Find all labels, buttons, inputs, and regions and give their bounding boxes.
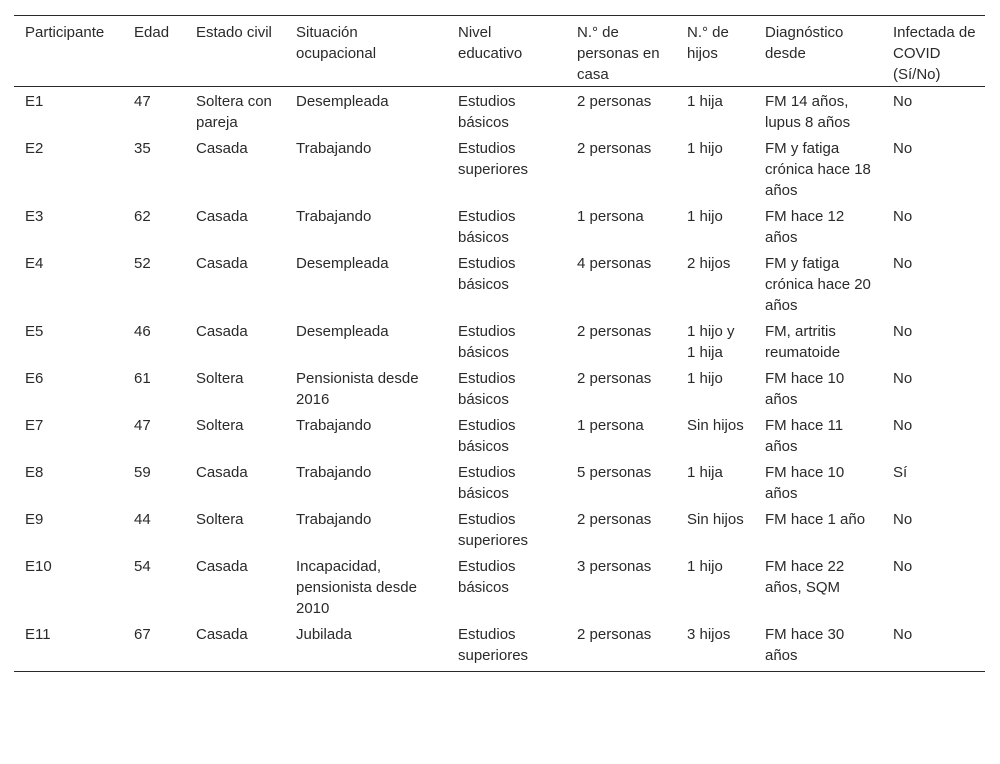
cell-personas-en-casa: 1 persona [577, 417, 644, 434]
cell-participante: E10 [25, 558, 52, 575]
cell-diagnostico: FM hace 10 años [765, 464, 845, 502]
table-body [14, 87, 985, 672]
cell-participante: E2 [25, 140, 44, 157]
cell-diagnostico: FM, artritis reumatoide [765, 323, 841, 361]
cell-participante: E3 [25, 208, 44, 225]
header-participante: Participante [14, 16, 123, 87]
cell-nivel-educativo: Estudios básicos [458, 417, 516, 455]
cell-estado-civil: Casada [196, 208, 248, 225]
cell-diagnostico: FM 14 años, lupus 8 años [765, 93, 851, 131]
cell-hijos: 2 hijos [687, 255, 731, 272]
table-row [14, 202, 985, 249]
table-row [14, 364, 985, 411]
cell-nivel-educativo: Estudios básicos [458, 558, 516, 596]
cell-hijos: 1 hijo y 1 hija [687, 323, 735, 361]
header-diagnostico: Diagnóstico desde [754, 16, 882, 87]
cell-covid: No [893, 140, 913, 157]
cell-covid: No [893, 208, 913, 225]
table-row [14, 411, 985, 458]
cell-estado-civil: Soltera [196, 370, 244, 387]
cell-nivel-educativo: Estudios superiores [458, 140, 529, 178]
cell-estado-civil: Casada [196, 140, 248, 157]
cell-edad: 62 [134, 208, 151, 225]
table-header [14, 16, 985, 87]
cell-personas-en-casa: 3 personas [577, 558, 652, 575]
cell-hijos: Sin hijos [687, 417, 744, 434]
header-covid: Infectada de COVID (Sí/No) [882, 16, 985, 87]
table-row [14, 317, 985, 364]
cell-edad: 44 [134, 511, 151, 528]
cell-nivel-educativo: Estudios básicos [458, 323, 516, 361]
cell-edad: 61 [134, 370, 151, 387]
table-row [14, 505, 985, 552]
cell-situacion-ocupacional: Desempleada [296, 255, 389, 272]
cell-nivel-educativo: Estudios básicos [458, 255, 516, 293]
header-edad: Edad [123, 16, 185, 87]
cell-edad: 54 [134, 558, 151, 575]
cell-diagnostico: FM hace 22 años, SQM [765, 558, 845, 596]
header-estado-civil: Estado civil [185, 16, 285, 87]
cell-estado-civil: Casada [196, 255, 248, 272]
cell-edad: 67 [123, 620, 185, 672]
cell-nivel-educativo: Estudios superiores [458, 511, 529, 549]
cell-situacion-ocupacional: Trabajando [296, 511, 372, 528]
cell-covid: No [882, 620, 985, 672]
cell-covid: No [893, 558, 913, 575]
table-row [14, 552, 985, 620]
cell-situacion-ocupacional: Desempleada [296, 323, 389, 340]
cell-estado-civil: Soltera con pareja [196, 93, 272, 131]
cell-participante: E5 [25, 323, 44, 340]
header-situacion-ocupacional: Situación ocupacional [285, 16, 447, 87]
cell-diagnostico: FM hace 12 años [765, 208, 845, 246]
cell-situacion-ocupacional: Pensionista desde 2016 [296, 370, 419, 408]
cell-hijos: 1 hijo [687, 208, 723, 225]
cell-personas-en-casa: 2 personas [577, 140, 652, 157]
cell-personas-en-casa: 2 personas [566, 620, 676, 672]
cell-covid: No [893, 511, 913, 528]
cell-participante: E8 [25, 464, 44, 481]
cell-hijos: 1 hija [687, 464, 723, 481]
cell-participante: E4 [25, 255, 44, 272]
cell-diagnostico: FM hace 10 años [765, 370, 845, 408]
cell-covid: No [893, 93, 913, 110]
cell-participante: E7 [25, 417, 44, 434]
cell-diagnostico: FM hace 1 año [765, 511, 866, 528]
cell-estado-civil: Soltera [196, 417, 244, 434]
header-nivel-educativo: Nivel educativo [447, 16, 566, 87]
table-row [14, 134, 985, 202]
cell-participante: E1 [25, 93, 44, 110]
cell-hijos: 1 hijo [687, 140, 723, 157]
cell-personas-en-casa: 2 personas [577, 370, 652, 387]
cell-edad: 47 [134, 417, 151, 434]
cell-hijos: 1 hija [687, 93, 723, 110]
header-personas-en-casa: N.° de personas en casa [566, 16, 676, 87]
cell-diagnostico: FM hace 30 años [754, 620, 882, 672]
cell-covid: Sí [893, 464, 908, 481]
cell-participante: E11 [14, 620, 123, 672]
participants-table-container [14, 15, 985, 672]
cell-participante: E9 [25, 511, 44, 528]
cell-hijos: 1 hijo [687, 558, 723, 575]
cell-situacion-ocupacional: Incapacidad, pensionista desde 2010 [296, 558, 417, 617]
table-row [14, 620, 985, 672]
cell-personas-en-casa: 2 personas [577, 511, 652, 528]
table-row [14, 458, 985, 505]
table-row [14, 249, 985, 317]
cell-estado-civil: Casada [196, 464, 248, 481]
cell-estado-civil: Casada [196, 323, 248, 340]
cell-diagnostico: FM y fatiga crónica hace 18 años [765, 140, 871, 199]
cell-hijos: 3 hijos [676, 620, 754, 672]
cell-situacion-ocupacional: Jubilada [285, 620, 447, 672]
cell-situacion-ocupacional: Trabajando [296, 417, 372, 434]
cell-personas-en-casa: 5 personas [577, 464, 652, 481]
cell-hijos: Sin hijos [687, 511, 744, 528]
cell-covid: No [893, 417, 913, 434]
cell-hijos: 1 hijo [687, 370, 723, 387]
cell-covid: No [893, 255, 913, 272]
cell-participante: E6 [25, 370, 44, 387]
cell-edad: 59 [134, 464, 151, 481]
cell-diagnostico: FM hace 11 años [765, 417, 844, 455]
header-row [14, 16, 985, 87]
cell-situacion-ocupacional: Trabajando [296, 464, 372, 481]
header-hijos: N.° de hijos [676, 16, 754, 87]
cell-nivel-educativo: Estudios básicos [458, 93, 516, 131]
table-row [14, 87, 985, 135]
cell-situacion-ocupacional: Trabajando [296, 140, 372, 157]
cell-edad: 35 [134, 140, 151, 157]
cell-situacion-ocupacional: Trabajando [296, 208, 372, 225]
cell-covid: No [893, 323, 913, 340]
cell-personas-en-casa: 4 personas [577, 255, 652, 272]
cell-covid: No [893, 370, 913, 387]
cell-personas-en-casa: 2 personas [577, 93, 652, 110]
cell-nivel-educativo: Estudios básicos [458, 208, 516, 246]
cell-edad: 47 [134, 93, 151, 110]
cell-diagnostico: FM y fatiga crónica hace 20 años [765, 255, 871, 314]
cell-situacion-ocupacional: Desempleada [296, 93, 389, 110]
cell-edad: 46 [134, 323, 151, 340]
cell-estado-civil: Casada [196, 558, 248, 575]
cell-personas-en-casa: 1 persona [577, 208, 644, 225]
cell-nivel-educativo: Estudios básicos [458, 370, 516, 408]
cell-nivel-educativo: Estudios superiores [447, 620, 566, 672]
cell-nivel-educativo: Estudios básicos [458, 464, 516, 502]
cell-estado-civil: Soltera [196, 511, 244, 528]
cell-estado-civil: Casada [185, 620, 285, 672]
cell-edad: 52 [134, 255, 151, 272]
participants-table [14, 15, 985, 672]
cell-personas-en-casa: 2 personas [577, 323, 652, 340]
